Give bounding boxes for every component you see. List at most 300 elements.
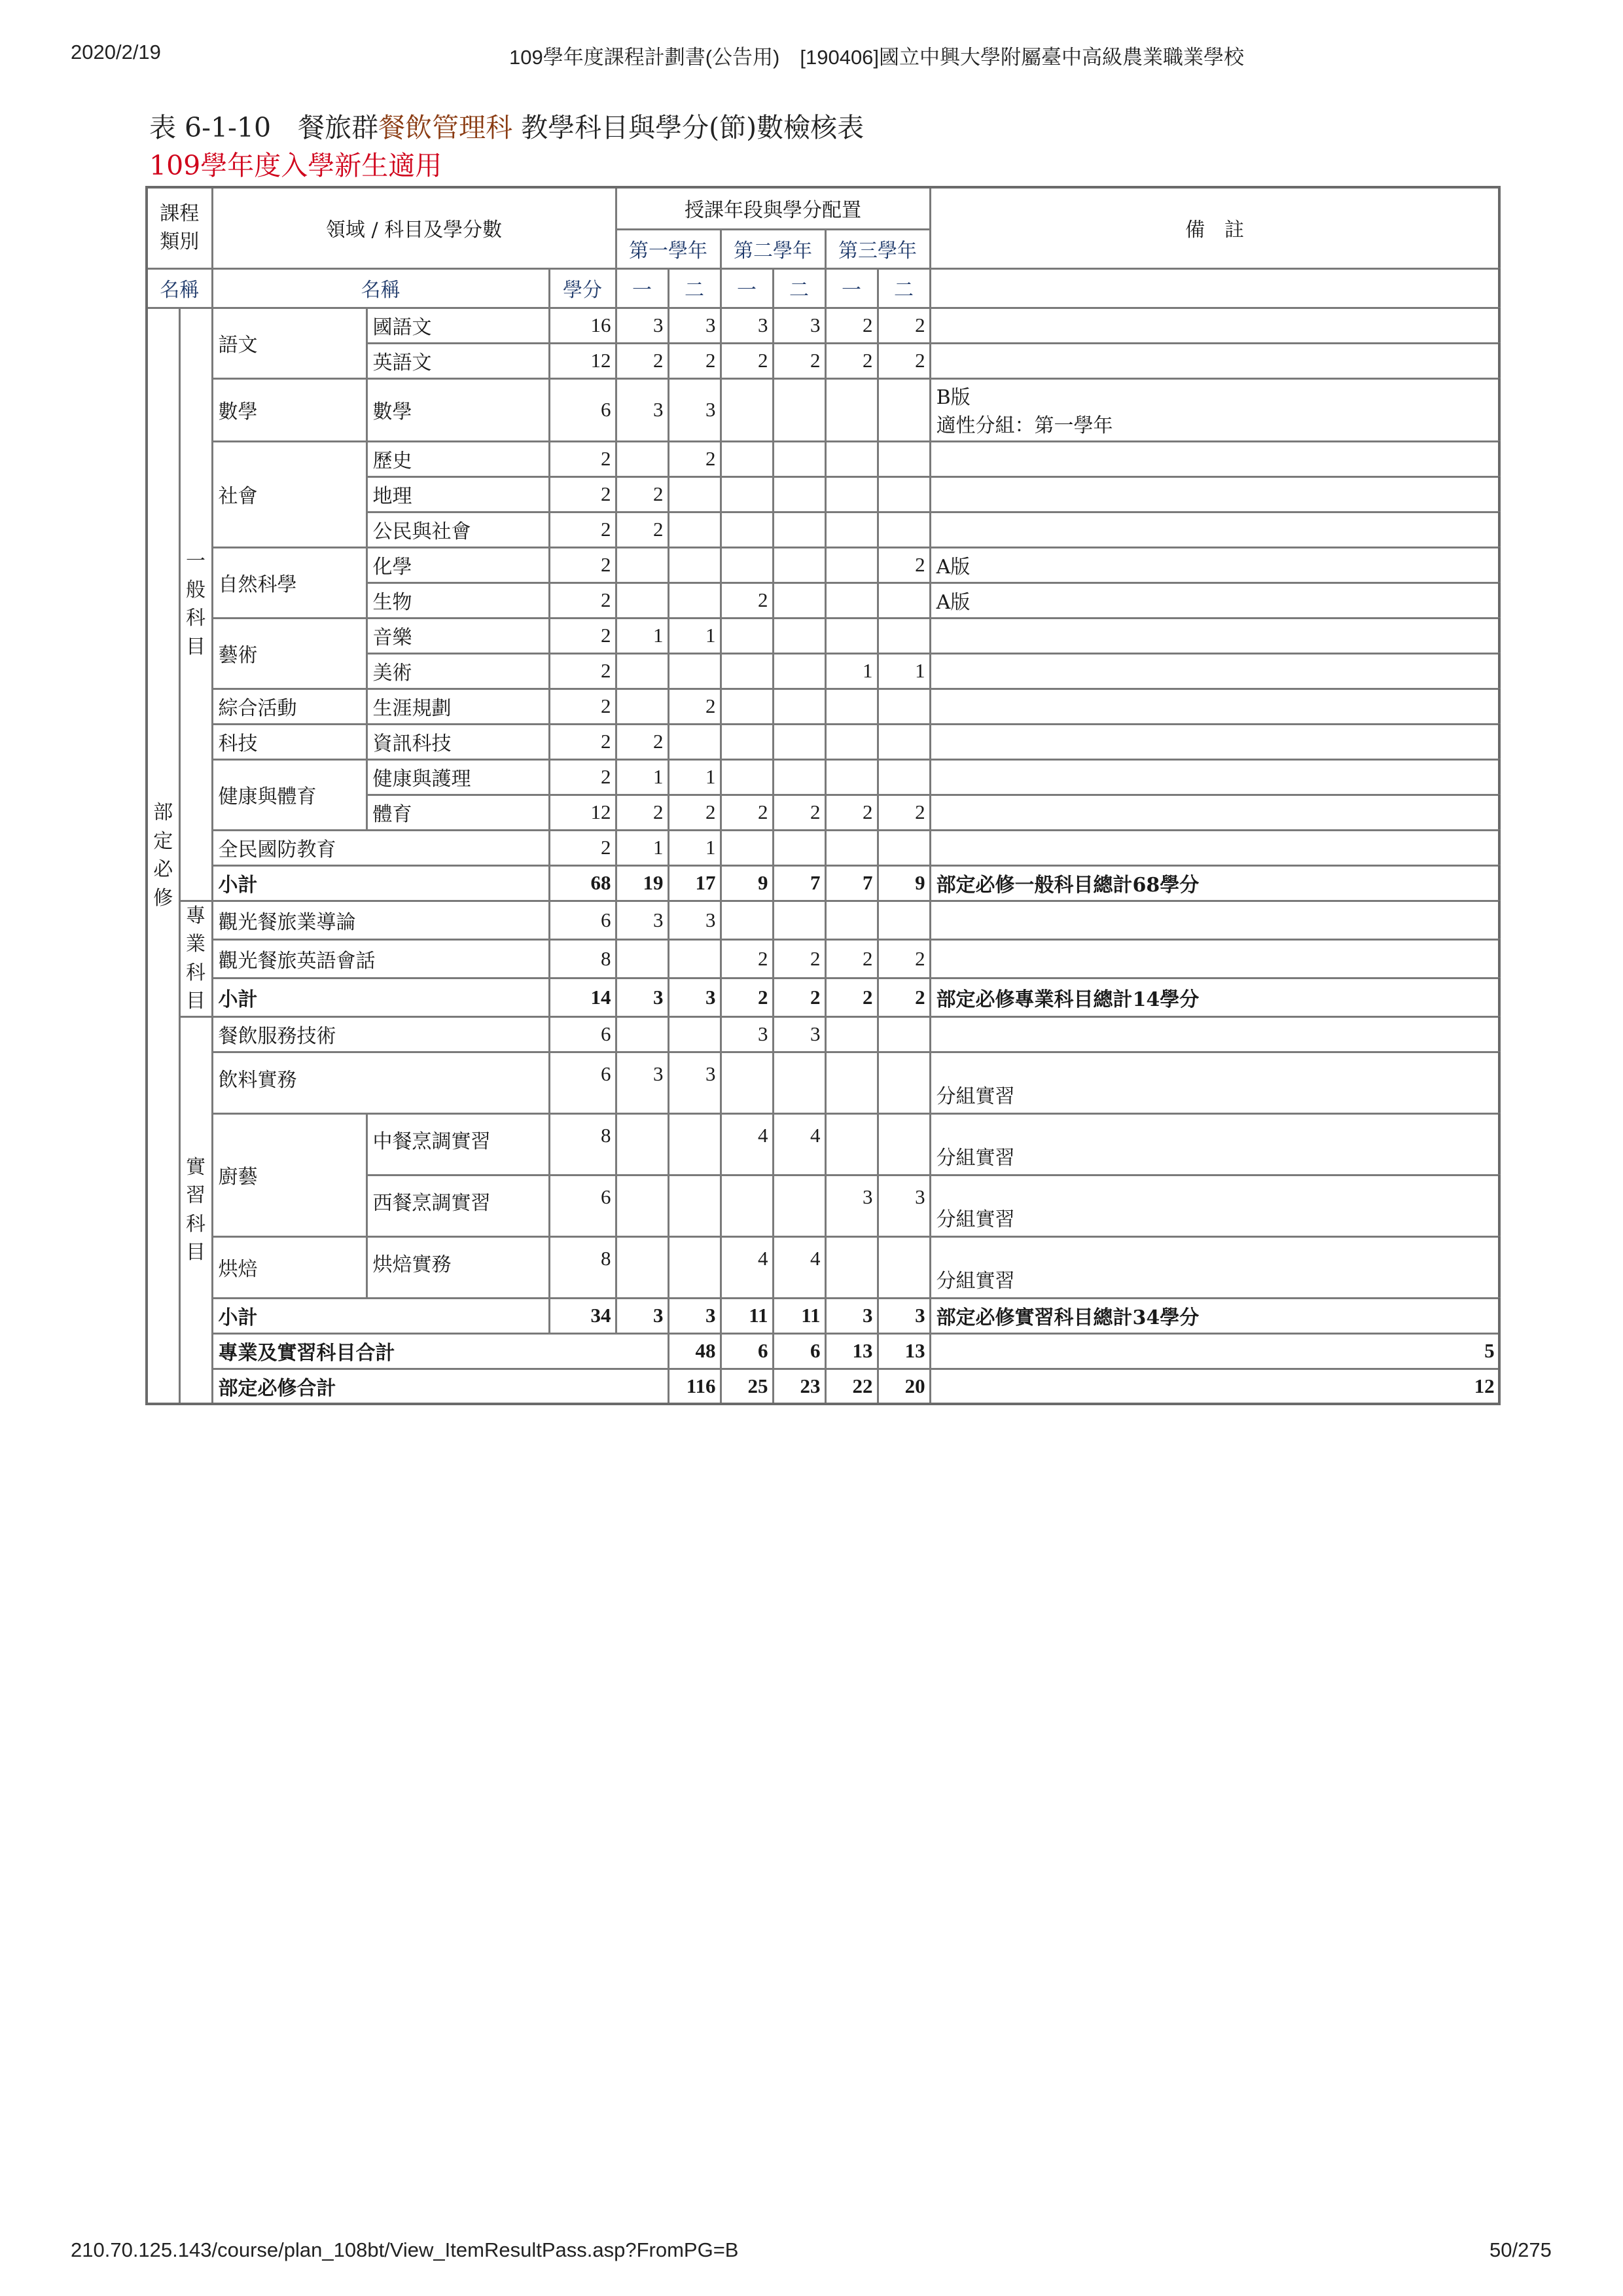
subject-name: 歷史: [366, 441, 549, 476]
required-group-label: 部 定 必 修: [147, 308, 179, 1404]
title-department: 餐飲管理科: [378, 112, 513, 143]
credit-check-table: [145, 186, 1501, 1405]
remarks-cell: [930, 901, 1499, 939]
semester-credit: [616, 939, 668, 978]
semester-header: 一: [721, 268, 773, 308]
semester-credit: 1: [668, 618, 721, 653]
semester-credit: 2: [825, 795, 878, 830]
semester-credit: [721, 830, 773, 865]
credits-value: 34: [549, 1298, 616, 1333]
credits-value: 6: [549, 1175, 616, 1236]
remarks-header-blank: [930, 268, 1499, 308]
semester-credit: [878, 583, 930, 618]
semester-credit: [825, 1052, 878, 1113]
semester-credit: [721, 378, 773, 441]
semester-credit: [668, 512, 721, 547]
semester-credit: 13: [878, 1333, 930, 1369]
domain-cuisine: 廚藝: [212, 1113, 366, 1236]
semester-credit: 3: [616, 901, 668, 939]
semester-credit: [773, 759, 825, 795]
semester-credit: 1: [616, 759, 668, 795]
table-row: [147, 308, 1499, 343]
semester-credit: [878, 1113, 930, 1175]
domain-social: 社會: [212, 441, 366, 547]
remarks-cell: [930, 830, 1499, 865]
semester-header: 二: [878, 268, 930, 308]
remarks-cell: [930, 441, 1499, 476]
semester-credit: 1: [616, 618, 668, 653]
semester-header: 二: [773, 268, 825, 308]
semester-credit: 11: [721, 1298, 773, 1333]
subject-name: 全民國防教育: [212, 830, 549, 865]
semester-credit: [721, 724, 773, 759]
subject-name: 化學: [366, 547, 549, 583]
grade-allocation-header: 授課年段與學分配置: [616, 187, 930, 229]
table-title: [149, 106, 864, 145]
subject-name: 美術: [366, 653, 549, 689]
remarks-cell: [930, 512, 1499, 547]
year3-header: 第三學年: [825, 229, 930, 268]
table-row: [147, 1052, 1499, 1113]
semester-credit: 12: [930, 1369, 1499, 1404]
semester-credit: [668, 1236, 721, 1298]
subject-name: 西餐烹調實習: [366, 1175, 549, 1236]
domain-health: 健康與體育: [212, 759, 366, 830]
semester-credit: [825, 1016, 878, 1052]
domain-language: 語文: [212, 308, 366, 378]
semester-credit: 2: [668, 343, 721, 378]
general-group-label: 一 般 科 目: [179, 308, 212, 901]
semester-credit: 3: [825, 1175, 878, 1236]
semester-credit: [668, 1016, 721, 1052]
table-row: [147, 978, 1499, 1016]
remarks-cell: A版: [930, 583, 1499, 618]
table-row: [147, 1298, 1499, 1333]
semester-credit: [773, 476, 825, 512]
semester-credit: [616, 689, 668, 724]
semester-credit: [825, 547, 878, 583]
table-row: [147, 689, 1499, 724]
table-row: [147, 759, 1499, 795]
credits-value: 116: [668, 1369, 721, 1404]
semester-credit: [878, 901, 930, 939]
semester-credit: [721, 901, 773, 939]
semester-credit: [878, 689, 930, 724]
remarks-cell: [930, 1016, 1499, 1052]
table-row: [147, 441, 1499, 476]
semester-credit: 6: [721, 1333, 773, 1369]
remarks-header: 備 註: [930, 187, 1499, 268]
semester-credit: 3: [773, 308, 825, 343]
semester-credit: 3: [668, 308, 721, 343]
remarks-cell: [930, 343, 1499, 378]
semester-credit: 5: [930, 1333, 1499, 1369]
remarks-cell: [930, 689, 1499, 724]
semester-credit: [825, 1113, 878, 1175]
semester-credit: 6: [773, 1333, 825, 1369]
domain-science: 自然科學: [212, 547, 366, 618]
subject-name: 生物: [366, 583, 549, 618]
semester-credit: [878, 759, 930, 795]
semester-credit: 2: [878, 795, 930, 830]
table-row: [147, 724, 1499, 759]
remarks-cell: [930, 724, 1499, 759]
print-page-number: 50/275: [1489, 2238, 1552, 2261]
semester-credit: 25: [721, 1369, 773, 1404]
credits-value: 16: [549, 308, 616, 343]
credits-value: 6: [549, 378, 616, 441]
domain-math: 數學: [212, 378, 366, 441]
table-row: [147, 1369, 1499, 1404]
table-row: [147, 378, 1499, 441]
semester-credit: 22: [825, 1369, 878, 1404]
semester-credit: [721, 1052, 773, 1113]
semester-credit: 7: [773, 865, 825, 901]
credits-value: 8: [549, 939, 616, 978]
semester-credit: 2: [668, 441, 721, 476]
semester-credit: [825, 689, 878, 724]
remarks-cell: [930, 795, 1499, 830]
semester-credit: [616, 1236, 668, 1298]
semester-header: 二: [668, 268, 721, 308]
subject-name: 觀光餐旅業導論: [212, 901, 549, 939]
semester-credit: [773, 618, 825, 653]
semester-credit: 3: [616, 308, 668, 343]
semester-credit: [773, 583, 825, 618]
semester-credit: 2: [721, 795, 773, 830]
semester-credit: [668, 583, 721, 618]
semester-credit: [878, 1236, 930, 1298]
semester-credit: [773, 689, 825, 724]
semester-credit: 3: [668, 1052, 721, 1113]
subject-name-header: 名稱: [212, 268, 549, 308]
subject-name: 數學: [366, 378, 549, 441]
semester-credit: 2: [773, 978, 825, 1016]
semester-credit: [773, 378, 825, 441]
subject-name: 觀光餐旅英語會話: [212, 939, 549, 978]
semester-credit: [616, 1175, 668, 1236]
semester-credit: [825, 830, 878, 865]
semester-credit: [825, 724, 878, 759]
table-subtitle: 109學年度入學新生適用: [149, 150, 442, 181]
table-row: [147, 865, 1499, 901]
semester-credit: 2: [878, 343, 930, 378]
remarks-cell: [930, 939, 1499, 978]
semester-credit: 3: [878, 1175, 930, 1236]
semester-credit: 3: [721, 1016, 773, 1052]
credits-value: 2: [549, 618, 616, 653]
subject-name: 餐飲服務技術: [212, 1016, 549, 1052]
subject-name: 生涯規劃: [366, 689, 549, 724]
semester-credit: 2: [616, 724, 668, 759]
semester-credit: 3: [668, 901, 721, 939]
semester-credit: 3: [616, 378, 668, 441]
subject-name: 小計: [212, 865, 549, 901]
credits-value: 48: [668, 1333, 721, 1369]
semester-credit: 3: [825, 1298, 878, 1333]
semester-credit: [825, 441, 878, 476]
semester-credit: 9: [878, 865, 930, 901]
semester-credit: 2: [616, 476, 668, 512]
table-row: [147, 618, 1499, 653]
semester-credit: 23: [773, 1369, 825, 1404]
table-row: [147, 939, 1499, 978]
credits-value: 2: [549, 653, 616, 689]
subject-name: 英語文: [366, 343, 549, 378]
semester-credit: 3: [616, 1052, 668, 1113]
semester-credit: 2: [616, 795, 668, 830]
subject-name: 地理: [366, 476, 549, 512]
semester-credit: 19: [616, 865, 668, 901]
semester-credit: 3: [616, 978, 668, 1016]
semester-credit: 1: [616, 830, 668, 865]
semester-credit: 1: [825, 653, 878, 689]
semester-credit: 1: [878, 653, 930, 689]
semester-credit: [721, 512, 773, 547]
semester-credit: 2: [721, 939, 773, 978]
subject-name: 烘焙實務: [366, 1236, 549, 1298]
remarks-cell: [930, 759, 1499, 795]
semester-credit: [616, 441, 668, 476]
title-prefix: 表 6-1-10 餐旅群: [149, 112, 379, 143]
remarks-cell: 分組實習: [930, 1236, 1499, 1298]
semester-credit: 2: [878, 939, 930, 978]
semester-credit: 2: [721, 343, 773, 378]
semester-credit: [773, 724, 825, 759]
semester-credit: 2: [616, 343, 668, 378]
remarks-cell: A版: [930, 547, 1499, 583]
table-row: [147, 830, 1499, 865]
subject-name: 中餐烹調實習: [366, 1113, 549, 1175]
domain-subject-header: 領域 / 科目及學分數: [212, 187, 616, 268]
semester-credit: 2: [825, 939, 878, 978]
subject-name: 健康與護理: [366, 759, 549, 795]
semester-credit: [773, 1175, 825, 1236]
semester-credit: [721, 618, 773, 653]
professional-group-label: 專 業 科 目: [179, 901, 212, 1016]
semester-credit: 3: [616, 1298, 668, 1333]
semester-credit: 3: [721, 308, 773, 343]
semester-credit: [878, 1016, 930, 1052]
semester-credit: 2: [773, 795, 825, 830]
semester-header: 一: [616, 268, 668, 308]
subject-name: 專業及實習科目合計: [212, 1333, 668, 1369]
semester-credit: [773, 512, 825, 547]
subject-name: 資訊科技: [366, 724, 549, 759]
credits-value: 2: [549, 547, 616, 583]
semester-credit: 2: [878, 978, 930, 1016]
semester-credit: 2: [773, 343, 825, 378]
semester-credit: [878, 1052, 930, 1113]
semester-credit: [825, 583, 878, 618]
subject-name: 部定必修合計: [212, 1369, 668, 1404]
semester-credit: 2: [878, 547, 930, 583]
credits-value: 8: [549, 1113, 616, 1175]
semester-credit: 2: [825, 343, 878, 378]
semester-credit: 3: [773, 1016, 825, 1052]
credits-value: 8: [549, 1236, 616, 1298]
credits-value: 6: [549, 1052, 616, 1113]
domain-tech: 科技: [212, 724, 366, 759]
category-name-header: 名稱: [147, 268, 212, 308]
domain-integrated: 綜合活動: [212, 689, 366, 724]
table-row: [147, 901, 1499, 939]
semester-credit: [878, 441, 930, 476]
semester-header: 一: [825, 268, 878, 308]
semester-credit: [721, 547, 773, 583]
semester-credit: 1: [668, 759, 721, 795]
semester-credit: [773, 653, 825, 689]
subject-name: 小計: [212, 1298, 549, 1333]
remarks-cell: B版 適性分組：第一學年: [930, 378, 1499, 441]
remarks-cell: 部定必修一般科目總計68學分: [930, 865, 1499, 901]
semester-credit: 2: [668, 795, 721, 830]
semester-credit: [721, 759, 773, 795]
credits-value: 2: [549, 583, 616, 618]
semester-credit: [721, 476, 773, 512]
credits-value: 12: [549, 795, 616, 830]
semester-credit: [616, 653, 668, 689]
semester-credit: [773, 901, 825, 939]
semester-credit: 3: [878, 1298, 930, 1333]
semester-credit: 13: [825, 1333, 878, 1369]
credits-value: 6: [549, 901, 616, 939]
semester-credit: [878, 512, 930, 547]
print-date: 2020/2/19: [71, 41, 161, 63]
semester-credit: 4: [721, 1113, 773, 1175]
semester-credit: [616, 1113, 668, 1175]
semester-credit: 4: [773, 1113, 825, 1175]
subject-name: 公民與社會: [366, 512, 549, 547]
remarks-cell: 分組實習: [930, 1175, 1499, 1236]
semester-credit: [668, 939, 721, 978]
semester-credit: 2: [668, 689, 721, 724]
domain-arts: 藝術: [212, 618, 366, 689]
semester-credit: [825, 378, 878, 441]
semester-credit: [721, 441, 773, 476]
remarks-cell: 部定必修專業科目總計14學分: [930, 978, 1499, 1016]
semester-credit: [616, 583, 668, 618]
semester-credit: [773, 1052, 825, 1113]
semester-credit: [878, 724, 930, 759]
semester-credit: [668, 724, 721, 759]
semester-credit: [825, 512, 878, 547]
year1-header: 第一學年: [616, 229, 721, 268]
course-type-header: 課程 類別: [147, 187, 212, 268]
table-row: [147, 1016, 1499, 1052]
semester-credit: [668, 547, 721, 583]
semester-credit: [878, 830, 930, 865]
semester-credit: 7: [825, 865, 878, 901]
semester-credit: [616, 1016, 668, 1052]
semester-credit: [721, 653, 773, 689]
remarks-cell: 分組實習: [930, 1052, 1499, 1113]
remarks-cell: 分組實習: [930, 1113, 1499, 1175]
table-row: [147, 1333, 1499, 1369]
semester-credit: [773, 441, 825, 476]
semester-credit: [878, 378, 930, 441]
semester-credit: [616, 547, 668, 583]
semester-credit: 3: [668, 978, 721, 1016]
credits-value: 14: [549, 978, 616, 1016]
credits-value: 6: [549, 1016, 616, 1052]
semester-credit: 4: [773, 1236, 825, 1298]
credits-header: 學分: [549, 268, 616, 308]
semester-credit: 11: [773, 1298, 825, 1333]
semester-credit: [825, 1236, 878, 1298]
remarks-cell: [930, 618, 1499, 653]
table-row: [147, 1236, 1499, 1298]
semester-credit: [878, 476, 930, 512]
year2-header: 第二學年: [721, 229, 825, 268]
semester-credit: 2: [773, 939, 825, 978]
table-row: [147, 1113, 1499, 1175]
semester-credit: [668, 476, 721, 512]
semester-credit: 4: [721, 1236, 773, 1298]
credits-value: 2: [549, 830, 616, 865]
semester-credit: [721, 689, 773, 724]
credits-value: 2: [549, 724, 616, 759]
semester-credit: [825, 901, 878, 939]
semester-credit: [668, 653, 721, 689]
credits-value: 2: [549, 441, 616, 476]
semester-credit: [668, 1175, 721, 1236]
practical-group-label: 實 習 科 目: [179, 1016, 212, 1404]
semester-credit: 20: [878, 1369, 930, 1404]
domain-baking: 烘焙: [212, 1236, 366, 1298]
semester-credit: [721, 1175, 773, 1236]
semester-credit: [825, 476, 878, 512]
semester-credit: 17: [668, 865, 721, 901]
semester-credit: 2: [878, 308, 930, 343]
semester-credit: 2: [616, 512, 668, 547]
subject-name: 飲料實務: [212, 1052, 549, 1113]
semester-credit: [773, 547, 825, 583]
remarks-cell: [930, 308, 1499, 343]
subject-name: 小計: [212, 978, 549, 1016]
remarks-cell: [930, 476, 1499, 512]
semester-credit: [878, 618, 930, 653]
remarks-cell: 部定必修實習科目總計34學分: [930, 1298, 1499, 1333]
semester-credit: 2: [825, 308, 878, 343]
credits-value: 2: [549, 476, 616, 512]
semester-credit: 3: [668, 1298, 721, 1333]
subject-name: 國語文: [366, 308, 549, 343]
semester-credit: 3: [668, 378, 721, 441]
semester-credit: 2: [721, 978, 773, 1016]
credits-value: 68: [549, 865, 616, 901]
table-row: [147, 547, 1499, 583]
semester-credit: 2: [721, 583, 773, 618]
semester-credit: [668, 1113, 721, 1175]
subject-name: 音樂: [366, 618, 549, 653]
semester-credit: [825, 618, 878, 653]
credits-value: 2: [549, 759, 616, 795]
credits-value: 12: [549, 343, 616, 378]
credits-value: 2: [549, 689, 616, 724]
print-footer-url: 210.70.125.143/course/plan_108bt/View_ItemResultPass.asp?FromPG=B: [71, 2238, 739, 2261]
semester-credit: 1: [668, 830, 721, 865]
title-suffix: 教學科目與學分(節)數檢核表: [512, 112, 865, 143]
semester-credit: [773, 830, 825, 865]
print-header-title: 109學年度課程計劃書(公告用) [190406]國立中興大學附屬臺中高級農業職業學校: [509, 46, 1245, 69]
subject-name: 體育: [366, 795, 549, 830]
remarks-cell: [930, 653, 1499, 689]
credits-value: 2: [549, 512, 616, 547]
semester-credit: 2: [825, 978, 878, 1016]
semester-credit: [825, 759, 878, 795]
semester-credit: 9: [721, 865, 773, 901]
